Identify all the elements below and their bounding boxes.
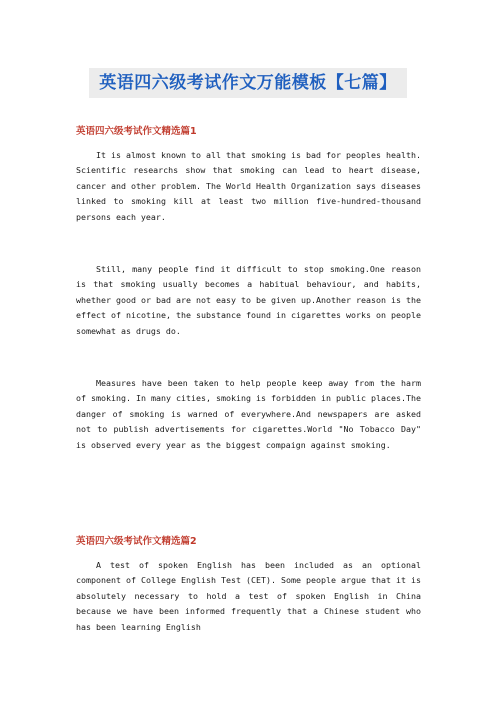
document-title: 英语四六级考试作文万能模板【七篇】 [89,68,407,98]
section-1-paragraph-2: Still, many people find it difficult to stop smoking.One reason is that smoking usually becomes a habitual behaviour, and habits, whether good or bad are not easy to be given up.Another reason is the effect of nicotine, the substance found in cigarettes works on people somewhat as drugs do. [76,264,421,336]
section-2-heading: 英语四六级考试作文精选篇2 [76,536,197,547]
section-2-paragraph-1: A test of spoken English has been included as an optional component of College English Test (CET). Some people argue that it is absolutely necessary to hold a test of spoken English in China because we have been informed frequently that a Chinese student who has been learning English [76,560,421,632]
section-1-paragraph-1: It is almost known to all that smoking is bad for peoples health. Scientific researchs show that smoking can lead to heart disease, cancer and other problem. The World Health Organization says diseases linked to smoking kill at least two million five-hundred-thousand persons each year. [76,150,421,222]
title-wrap [0,68,496,98]
section-1-heading: 英语四六级考试作文精选篇1 [76,126,197,137]
section-1-paragraph-3: Measures have been taken to help people keep away from the harm of smoking. In many cities, smoking is forbidden in public places.The danger of smoking is warned of everywhere.And newspapers are asked not to publish advertisements for cigarettes.World "No Tobacco Day" is observed every year as the biggest compaign against smoking. [76,378,421,450]
